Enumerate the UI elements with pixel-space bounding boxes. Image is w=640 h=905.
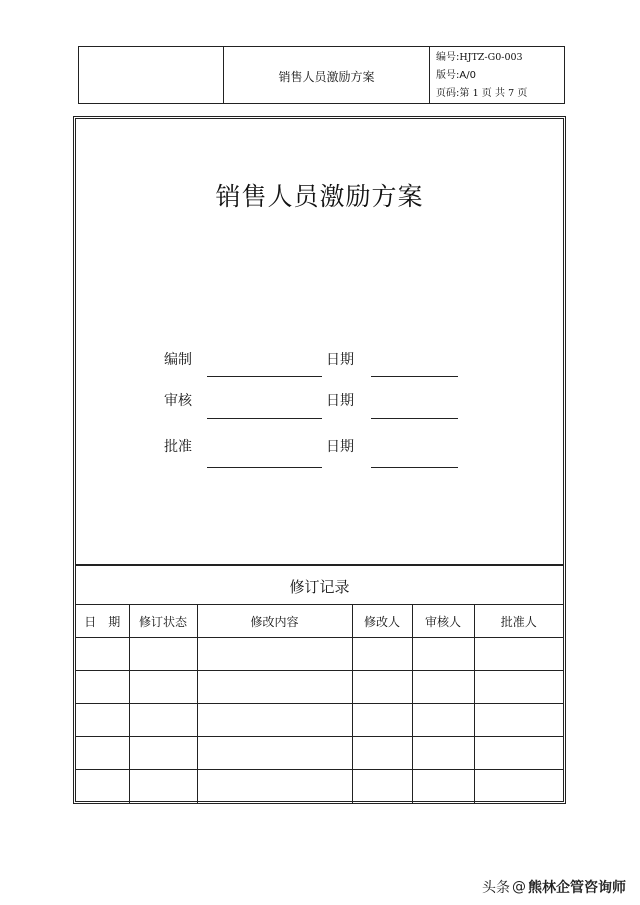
revision-header-row [76,605,563,638]
table-cell[interactable] [352,704,412,737]
table-cell[interactable] [412,704,474,737]
table-cell[interactable] [412,770,474,803]
table-cell[interactable] [197,770,352,803]
table-cell[interactable] [412,671,474,704]
header-logo-cell [79,47,224,103]
reviewed-by-line[interactable] [207,418,322,419]
watermark-brand: 熊林企管咨询师 [528,880,626,896]
revision-title: 修订记录 [289,578,350,596]
header-code: 编号:HJTZ-G0-003 [436,52,523,63]
cover-frame [73,116,566,804]
table-row [76,737,563,770]
table-row [76,770,563,803]
col-modifier: 修改人 [352,605,412,638]
approved-date-label: 日期 [326,439,354,455]
table-cell[interactable] [76,638,129,671]
header-version: 版号:A/0 [436,70,476,81]
col-approver: 批准人 [474,605,563,638]
table-cell[interactable] [412,638,474,671]
table-cell[interactable] [352,671,412,704]
approved-by-line[interactable] [207,467,322,468]
reviewed-by-label: 审核 [164,393,192,409]
prepared-date-line[interactable] [371,376,458,377]
table-cell[interactable] [129,737,197,770]
watermark-at: @ [512,879,526,895]
table-cell[interactable] [474,704,563,737]
table-cell[interactable] [352,737,412,770]
table-cell[interactable] [197,704,352,737]
table-cell[interactable] [197,737,352,770]
col-reviewer: 审核人 [412,605,474,638]
table-cell[interactable] [129,704,197,737]
watermark [482,877,626,897]
reviewed-date-label: 日期 [326,393,354,409]
table-cell[interactable] [76,704,129,737]
prepared-by-label: 编制 [164,352,192,368]
table-cell[interactable] [352,638,412,671]
approved-by-label: 批准 [164,439,192,455]
table-cell[interactable] [412,737,474,770]
table-cell[interactable] [474,671,563,704]
table-cell[interactable] [76,737,129,770]
header-page: 页码:第 1 页 共 7 页 [436,88,528,99]
prepared-by-line[interactable] [207,376,322,377]
revision-table [76,604,563,803]
table-cell[interactable] [76,770,129,803]
table-cell[interactable] [197,671,352,704]
reviewed-date-line[interactable] [371,418,458,419]
section-divider [76,564,563,566]
table-row [76,671,563,704]
document-title: 销售人员激励方案 [215,182,424,211]
table-cell[interactable] [129,770,197,803]
table-cell[interactable] [76,671,129,704]
col-content: 修改内容 [197,605,352,638]
col-status: 修订状态 [129,605,197,638]
table-cell[interactable] [474,737,563,770]
table-row [76,638,563,671]
watermark-prefix: 头条 [482,880,510,896]
table-cell[interactable] [474,638,563,671]
header-title: 销售人员激励方案 [224,47,430,103]
prepared-date-label: 日期 [326,352,354,368]
table-cell[interactable] [129,638,197,671]
approved-date-line[interactable] [371,467,458,468]
table-row [76,704,563,737]
header-meta [430,47,564,103]
table-cell[interactable] [129,671,197,704]
table-cell[interactable] [352,770,412,803]
table-cell[interactable] [474,770,563,803]
col-date: 日 期 [76,605,129,638]
document-header [78,46,565,104]
table-cell[interactable] [197,638,352,671]
